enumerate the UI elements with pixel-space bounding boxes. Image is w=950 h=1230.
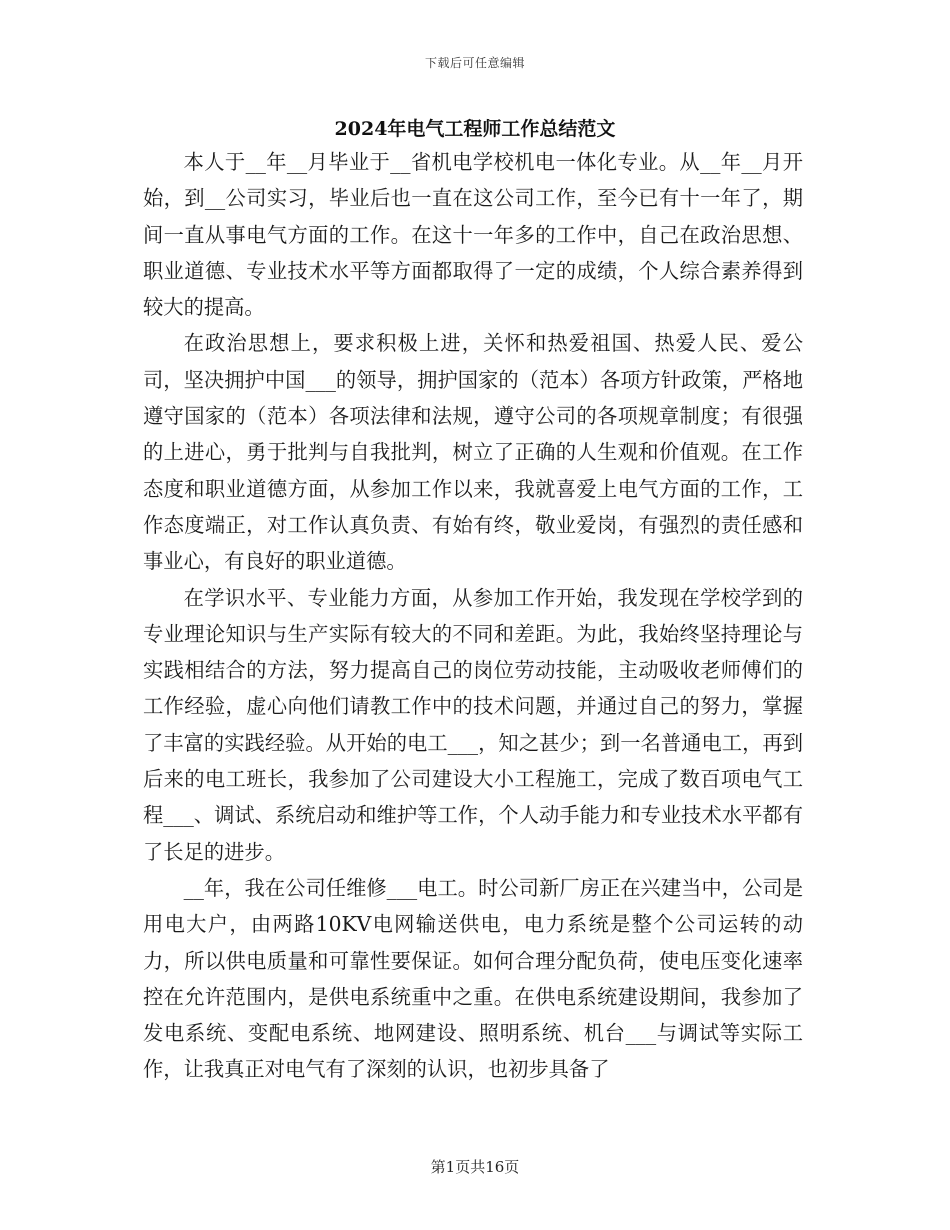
page-header-note: 下载后可任意编辑 (424, 56, 525, 70)
paragraph-2: 在政治思想上，要求积极上进，关怀和热爱祖国、热爱人民、爱公司，坚决拥护中国___的领导，拥护国家的（范本）各项方针政策，严格地遵守国家的（范本）各项法律和法规，遵守公司的各项规章制度；有很强的上进心，勇于批判与自我批判，树立了正确的人生观和价值观。在工作态度和职业道德方面，从参加工作以来，我就喜爱上电气方面的工作，工作态度端正，对工作认真负责、有始有终，敬业爱岗，有强烈的责任感和事业心，有良好的职业道德。 (143, 331, 803, 574)
page-number: 第1页共16页 (430, 1158, 520, 1176)
paragraph-3: 在学识水平、专业能力方面，从参加工作开始，我发现在学校学到的专业理论知识与生产实际有较大的不同和差距。为此，我始终坚持理论与实践相结合的方法，努力提高自己的岗位劳动技能，主动吸收老师傅们的工作经验，虚心向他们请教工作中的技术问题，并通过自己的努力，掌握了丰富的实践经验。从开始的电工___，知之甚少；到一名普通电工，再到后来的电工班长，我参加了公司建设大小工程施工，完成了数百项电气工程___、调试、系统启动和维护等工作，个人动手能力和专业技术水平都有了长足的进步。 (143, 585, 803, 864)
paragraph-4: __年，我在公司任维修___电工。时公司新厂房正在兴建当中，公司是用电大户，由两路10KV电网输送供电，电力系统是整个公司运转的动力，所以供电质量和可靠性要保证。如何合理分配负荷，使电压变化速率控在允许范围内，是供电系统重中之重。在供电系统建设期间，我参加了发电系统、变配电系统、地网建设、照明系统、机台___与调试等实际工作，让我真正对电气有了深刻的认识，也初步具备了 (143, 875, 803, 1082)
document-title: 2024年电气工程师工作总结范文 (334, 118, 616, 140)
paragraph-1: 本人于__年__月毕业于__省机电学校机电一体化专业。从__年__月开始，到__公司实习，毕业后也一直在这公司工作，至今已有十一年了，期间一直从事电气方面的工作。在这十一年多的工作中，自己在政治思想、职业道德、专业技术水平等方面都取得了一定的成绩，个人综合素养得到较大的提高。 (143, 150, 803, 320)
document-body (143, 144, 803, 1088)
